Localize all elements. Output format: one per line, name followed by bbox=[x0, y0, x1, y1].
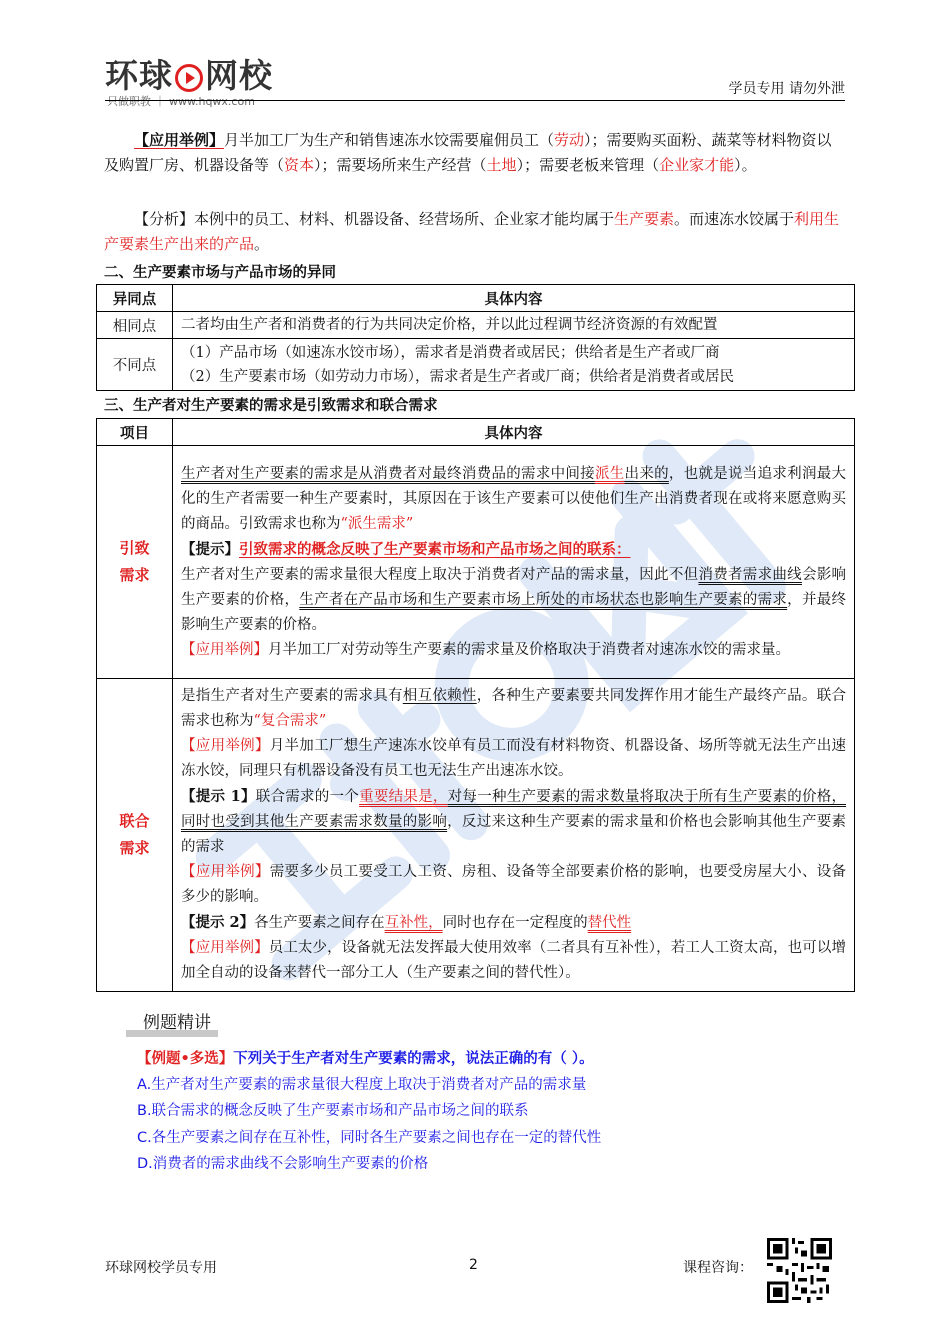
text: 生产者对生产要素的需求量很大程度上取决于消费者对产品的需求量，因此不但 bbox=[181, 566, 699, 583]
row-label bbox=[97, 679, 173, 992]
row-content bbox=[173, 446, 855, 679]
highlight: 引致需求的概念反映了生产要素市场和产品市场之间的联系： bbox=[239, 540, 631, 558]
example-paragraph bbox=[104, 128, 846, 178]
table-header-row bbox=[97, 285, 855, 312]
text: ）。 bbox=[734, 156, 757, 174]
label-line: 需求 bbox=[119, 566, 150, 584]
text: 出来的 bbox=[624, 465, 669, 482]
highlight: 重要结果是， bbox=[359, 789, 448, 805]
option-b: B.联合需求的概念反映了生产要素市场和产品市场之间的联系 bbox=[137, 1103, 529, 1119]
joint-example1 bbox=[181, 734, 846, 784]
question bbox=[137, 1047, 594, 1068]
text: 联合需求的一个 bbox=[255, 789, 360, 805]
joint-example3 bbox=[181, 936, 846, 986]
text: ）；需要老板来管理（ bbox=[516, 156, 660, 174]
text: ，各种生产要素要共同发挥作用才能生产最终产品。联合需求也称为 bbox=[181, 688, 847, 729]
text: 生产者对生产要素的需求是从消费者对最终消费品的需求中间接 bbox=[181, 465, 595, 482]
footer-consult: 课程咨询： bbox=[683, 1260, 753, 1276]
tip-lead: 【提示】 bbox=[181, 540, 239, 558]
label-line: 联合 bbox=[119, 812, 150, 830]
logo-subtitle: 只做职教 ｜ www.hqwx.com bbox=[107, 95, 255, 108]
example-lead: 【应用举例】 bbox=[181, 641, 268, 658]
highlight: 劳动 bbox=[554, 131, 585, 149]
text: 相互依赖性 bbox=[402, 688, 477, 704]
row-content bbox=[173, 339, 855, 391]
derived-p1 bbox=[181, 462, 846, 537]
highlight: 企业家才能 bbox=[659, 156, 735, 174]
text: 对每一种生产要素的需求数量将取决于所有生产要素的价格，同时也受到其他生产要素需求数量的影响 bbox=[181, 789, 847, 830]
tip-lead: 【提示 1】 bbox=[181, 788, 256, 805]
text: 【分析】本例中的员工、材料、机器设备、经营场所、企业家才能均属于 bbox=[134, 210, 615, 228]
highlight: 生产要素 bbox=[614, 210, 675, 228]
text: 同时也存在一定程度的 bbox=[442, 915, 588, 931]
derived-tip bbox=[181, 537, 846, 563]
text: 月半加工厂想生产速冻水饺单有员工而没有材料物资、机器设备、场所等就无法生产出速冻水饺，同理只有机器设备没有员工也无法生产出速冻水饺。 bbox=[181, 738, 847, 779]
text: 生产者在产品市场和生产要素市场上所处的市场状态也影响生产要素的需求 bbox=[299, 591, 788, 608]
highlight: 土地 bbox=[486, 156, 517, 174]
text: ，也就是说当追求利润最大化的生产者需要一种生产要素时，其原因在于该生产要素可以使他们生产出消费者现在或将来愿意购买的商品。引致需求也称为 bbox=[181, 465, 847, 532]
page-header bbox=[105, 48, 845, 108]
text: ）；需要场所来生产经营（ bbox=[314, 156, 487, 174]
table-row bbox=[97, 312, 855, 339]
qr-code-icon[interactable] bbox=[767, 1238, 832, 1303]
table-row bbox=[97, 446, 855, 679]
highlight: 互补性， bbox=[384, 915, 443, 931]
text: 消费者需求曲线 bbox=[698, 566, 802, 583]
example-lead: 【应用举例】 bbox=[181, 864, 270, 880]
tip-lead: 【提示 2】 bbox=[181, 914, 255, 931]
logo-text: 环球 网校 bbox=[105, 56, 273, 95]
footer-left: 环球网校学员专用 bbox=[105, 1260, 217, 1276]
header-divider bbox=[105, 100, 845, 101]
question-text: 下列关于生产者对生产要素的需求，说法正确的有（ ）。 bbox=[233, 1051, 594, 1067]
comparison-table bbox=[96, 284, 855, 391]
derived-example bbox=[181, 638, 846, 663]
text-line: （1）产品市场（如速冻水饺市场），需求者是消费者或居民；供给者是生产者或厂商 bbox=[181, 344, 720, 361]
row-content bbox=[173, 679, 855, 992]
joint-tip1 bbox=[181, 784, 846, 860]
text: 。而速冻水饺属于 bbox=[674, 210, 795, 228]
row-label: 不同点 bbox=[97, 339, 173, 391]
text: 是指生产者对生产要素的需求具有 bbox=[181, 688, 403, 704]
derived-p2 bbox=[181, 563, 846, 638]
joint-example2 bbox=[181, 860, 846, 910]
question-lead: 【例题•多选】 bbox=[137, 1051, 234, 1067]
page-number: 2 bbox=[469, 1257, 478, 1273]
highlight: 利用生产要素生产出来的产品 bbox=[104, 210, 840, 253]
text: 各生产要素之间存在 bbox=[254, 915, 385, 931]
text: ，反过来这种生产要素的需求量和价格也会影响其他生产要素的需求 bbox=[181, 814, 847, 855]
highlight: 替代性 bbox=[587, 915, 632, 931]
highlight: “复合需求” bbox=[253, 713, 327, 729]
text: 月半加工厂对劳动等生产要素的需求量及价格取决于消费者对速冻水饺的需求量。 bbox=[268, 641, 790, 658]
exam-section-title: 例题精讲 bbox=[143, 1013, 211, 1033]
text: 会影响生产要素的价格， bbox=[181, 566, 847, 608]
label-line: 引致 bbox=[119, 539, 150, 557]
text: ，并最终影响生产要素的价格。 bbox=[181, 591, 847, 633]
text: ）；需要购买面粉、蔬菜等材料物资以及购置厂房、机器设备等（ bbox=[104, 131, 832, 174]
option-d: D.消费者的需求曲线不会影响生产要素的价格 bbox=[137, 1156, 429, 1172]
text: 员工太少，设备就无法发挥最大使用效率（二者具有互补性），若工人工资太高，也可以增加全自动的设备来替代一部分工人（生产要素之间的替代性）。 bbox=[181, 940, 846, 981]
play-icon bbox=[175, 64, 203, 92]
table-header-row bbox=[97, 419, 855, 446]
joint-tip2 bbox=[181, 910, 846, 936]
row-label bbox=[97, 446, 173, 679]
joint-p1 bbox=[181, 684, 846, 734]
section3-title: 三、生产者对生产要素的需求是引致需求和联合需求 bbox=[104, 398, 438, 414]
col-header: 异同点 bbox=[97, 285, 173, 312]
text-line: （2）生产要素市场（如劳动力市场），需求者是生产者或厂商；供给者是消费者或居民 bbox=[181, 368, 734, 385]
section2-title: 二、生产要素市场与产品市场的异同 bbox=[104, 265, 336, 281]
text: 月半加工厂为生产和销售速冻水饺需要雇佣员工（ bbox=[224, 131, 555, 149]
option-c: C.各生产要素之间存在互补性，同时各生产要素之间也存在一定的替代性 bbox=[137, 1130, 602, 1146]
highlight: 资本 bbox=[284, 156, 315, 174]
text: 需要多少员工要受工人工资、房租、设备等全部要素价格的影响，也要受房屋大小、设备多少的影响。 bbox=[181, 864, 847, 905]
analysis-paragraph bbox=[104, 207, 846, 257]
option-a: A.生产者对生产要素的需求量很大程度上取决于消费者对产品的需求量 bbox=[137, 1077, 587, 1093]
col-header: 具体内容 bbox=[173, 285, 855, 312]
header-note: 学员专用 请勿外泄 bbox=[728, 81, 845, 97]
highlight: 派生 bbox=[594, 465, 625, 482]
example-lead: 【应用举例】 bbox=[181, 940, 269, 956]
table-row bbox=[97, 679, 855, 992]
col-header: 项目 bbox=[97, 419, 173, 446]
row-label: 相同点 bbox=[97, 312, 173, 339]
col-header: 具体内容 bbox=[173, 419, 855, 446]
label-line: 需求 bbox=[119, 839, 150, 857]
text: 。 bbox=[254, 235, 270, 253]
demand-table bbox=[96, 418, 855, 992]
row-content: 二者均由生产者和消费者的行为共同决定价格，并以此过程调节经济资源的有效配置 bbox=[173, 312, 855, 339]
logo bbox=[105, 50, 273, 97]
example-lead: 【应用举例】 bbox=[181, 738, 270, 754]
example-lead: 【应用举例】 bbox=[134, 131, 225, 149]
highlight: “派生需求” bbox=[340, 515, 414, 532]
table-row bbox=[97, 339, 855, 391]
